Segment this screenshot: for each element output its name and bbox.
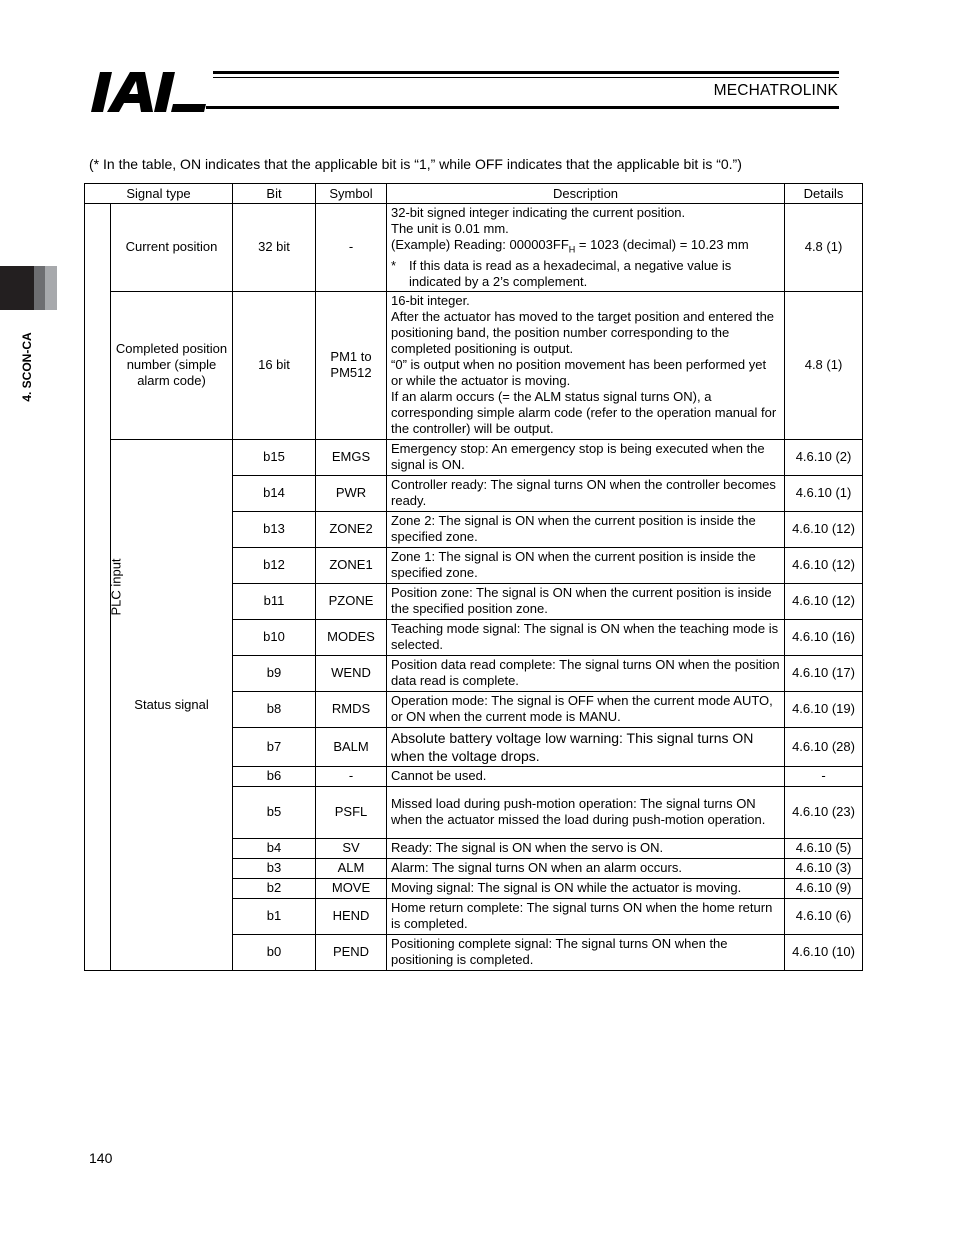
details-cell: 4.6.10 (12) — [785, 583, 863, 619]
description-cell: Position data read complete: The signal turns ON when the position data read is complete. — [387, 655, 785, 691]
symbol-cell: BALM — [316, 727, 387, 766]
bit-cell: b15 — [233, 439, 316, 475]
details-cell: 4.8 (1) — [785, 204, 863, 292]
table-row-completed-position — [85, 291, 863, 439]
bit-cell: b3 — [233, 858, 316, 878]
header-signal-type: Signal type — [85, 184, 233, 204]
description-cell: Cannot be used. — [387, 766, 785, 786]
symbol-cell: HEND — [316, 898, 387, 934]
description-cell: Controller ready: The signal turns ON when the controller becomes ready. — [387, 475, 785, 511]
description-cell: Operation mode: The signal is OFF when the current mode AUTO, or ON when the current mode is MANU. — [387, 691, 785, 727]
details-cell: 4.6.10 (10) — [785, 934, 863, 970]
status-signal-label: Status signal — [111, 439, 233, 970]
description-cell: Moving signal: The signal is ON while the actuator is moving. — [387, 878, 785, 898]
plc-input-signal-table — [84, 183, 863, 971]
header-rule-top — [213, 71, 839, 74]
bit-cell: b11 — [233, 583, 316, 619]
iai-logo — [91, 72, 206, 112]
details-cell: 4.8 (1) — [785, 291, 863, 439]
chapter-side-label: 4. SCON-CA — [20, 332, 34, 402]
details-cell: 4.6.10 (16) — [785, 619, 863, 655]
example-text: (Example) Reading: 000003FF — [391, 237, 569, 252]
bit-cell: b0 — [233, 934, 316, 970]
symbol-cell: - — [316, 204, 387, 292]
chapter-tab-marker — [0, 266, 34, 310]
bit-cell: b2 — [233, 878, 316, 898]
details-cell: 4.6.10 (1) — [785, 475, 863, 511]
details-cell: 4.6.10 (28) — [785, 727, 863, 766]
group-label-cell — [85, 204, 124, 971]
signal-type-cell: Completed position number (simple alarm code) — [111, 291, 233, 439]
bit-cell: b10 — [233, 619, 316, 655]
chapter-tab-marker-mid — [34, 266, 45, 310]
bit-cell: b12 — [233, 547, 316, 583]
details-cell: 4.6.10 (2) — [785, 439, 863, 475]
description-line — [391, 237, 780, 258]
symbol-cell: WEND — [316, 655, 387, 691]
asterisk-marker: * — [391, 257, 397, 273]
details-cell: 4.6.10 (12) — [785, 511, 863, 547]
bit-cell: 32 bit — [233, 204, 316, 292]
details-cell: 4.6.10 (17) — [785, 655, 863, 691]
bit-cell: b9 — [233, 655, 316, 691]
table-note: (* In the table, ON indicates that the applicable bit is “1,” while OFF indicates that the applicable bit is “0.”) — [89, 156, 742, 172]
description-line: 16-bit integer. — [391, 293, 470, 309]
description-cell: Positioning complete signal: The signal turns ON when the positioning is completed. — [387, 934, 785, 970]
note-text: If this data is read as a hexadecimal, a negative value is indicated by a 2’s complement. — [409, 257, 732, 289]
description-cell: Ready: The signal is ON when the servo is ON. — [387, 838, 785, 858]
details-cell: 4.6.10 (6) — [785, 898, 863, 934]
description-note — [391, 258, 780, 290]
symbol-cell: PWR — [316, 475, 387, 511]
header-details: Details — [785, 184, 863, 204]
table-row — [85, 439, 863, 475]
details-cell: 4.6.10 (5) — [785, 838, 863, 858]
chapter-tab-marker-light — [45, 266, 57, 310]
symbol-cell: ALM — [316, 858, 387, 878]
group-label: PLC input — [108, 558, 124, 616]
symbol-cell: PSFL — [316, 786, 387, 838]
description-cell: Zone 1: The signal is ON when the current position is inside the specified zone. — [387, 547, 785, 583]
symbol-cell: EMGS — [316, 439, 387, 475]
description-line: 32-bit signed integer indicating the current position. — [391, 205, 686, 220]
description-cell: Position zone: The signal is ON when the current position is inside the specified position zone. — [387, 583, 785, 619]
details-cell: - — [785, 766, 863, 786]
header-description: Description — [387, 184, 785, 204]
symbol-cell: ZONE1 — [316, 547, 387, 583]
bit-cell: b14 — [233, 475, 316, 511]
table-header-row — [85, 184, 863, 204]
header-title: MECHATROLINK — [713, 82, 838, 99]
details-cell: 4.6.10 (19) — [785, 691, 863, 727]
header-symbol: Symbol — [316, 184, 387, 204]
description-line: If an alarm occurs (= the ALM status signal turns ON), a corresponding simple alarm code (refer to the operation manual for the controller) will be output. — [391, 389, 777, 437]
page-number: 140 — [89, 1150, 113, 1166]
table-row-current-position — [85, 204, 863, 292]
description-cell: Teaching mode signal: The signal is ON when the teaching mode is selected. — [387, 619, 785, 655]
description-cell: Missed load during push-motion operation: The signal turns ON when the actuator missed the load during push-motion operation. — [387, 786, 785, 838]
symbol-cell: SV — [316, 838, 387, 858]
description-cell: Emergency stop: An emergency stop is being executed when the signal is ON. — [387, 439, 785, 475]
details-cell: 4.6.10 (12) — [785, 547, 863, 583]
bit-cell: b6 — [233, 766, 316, 786]
description-line: The unit is 0.01 mm. — [391, 221, 509, 236]
header-rule-bottom — [206, 106, 839, 109]
symbol-cell: MODES — [316, 619, 387, 655]
header-rule-thin — [213, 77, 839, 78]
bit-cell: b7 — [233, 727, 316, 766]
bit-cell: b5 — [233, 786, 316, 838]
description-cell: Alarm: The signal turns ON when an alarm occurs. — [387, 858, 785, 878]
bit-cell: b8 — [233, 691, 316, 727]
description-cell: Absolute battery voltage low warning: This signal turns ON when the voltage drops. — [387, 727, 785, 766]
details-cell: 4.6.10 (3) — [785, 858, 863, 878]
details-cell: 4.6.10 (23) — [785, 786, 863, 838]
description-line: After the actuator has moved to the target position and entered the positioning band, the position number corresponding to the completed positioning is output. — [391, 309, 775, 357]
bit-cell: b1 — [233, 898, 316, 934]
symbol-cell: PM1 to PM512 — [316, 291, 387, 439]
hex-subscript: H — [568, 244, 576, 255]
example-result: = 1023 (decimal) = 10.23 mm — [575, 237, 749, 252]
symbol-cell: PZONE — [316, 583, 387, 619]
bit-cell: b13 — [233, 511, 316, 547]
description-cell: Home return complete: The signal turns ON when the home return is completed. — [387, 898, 785, 934]
details-cell: 4.6.10 (9) — [785, 878, 863, 898]
description-cell — [387, 291, 785, 439]
symbol-cell: MOVE — [316, 878, 387, 898]
description-cell: Zone 2: The signal is ON when the current position is inside the specified zone. — [387, 511, 785, 547]
bit-cell: b4 — [233, 838, 316, 858]
description-cell — [387, 204, 785, 292]
symbol-cell: - — [316, 766, 387, 786]
symbol-cell: PEND — [316, 934, 387, 970]
symbol-cell: RMDS — [316, 691, 387, 727]
header-bit: Bit — [233, 184, 316, 204]
bit-cell: 16 bit — [233, 291, 316, 439]
symbol-cell: ZONE2 — [316, 511, 387, 547]
description-line: “0” is output when no position movement has been performed yet or while the actuator is moving. — [391, 357, 767, 389]
signal-type-cell: Current position — [111, 204, 233, 292]
